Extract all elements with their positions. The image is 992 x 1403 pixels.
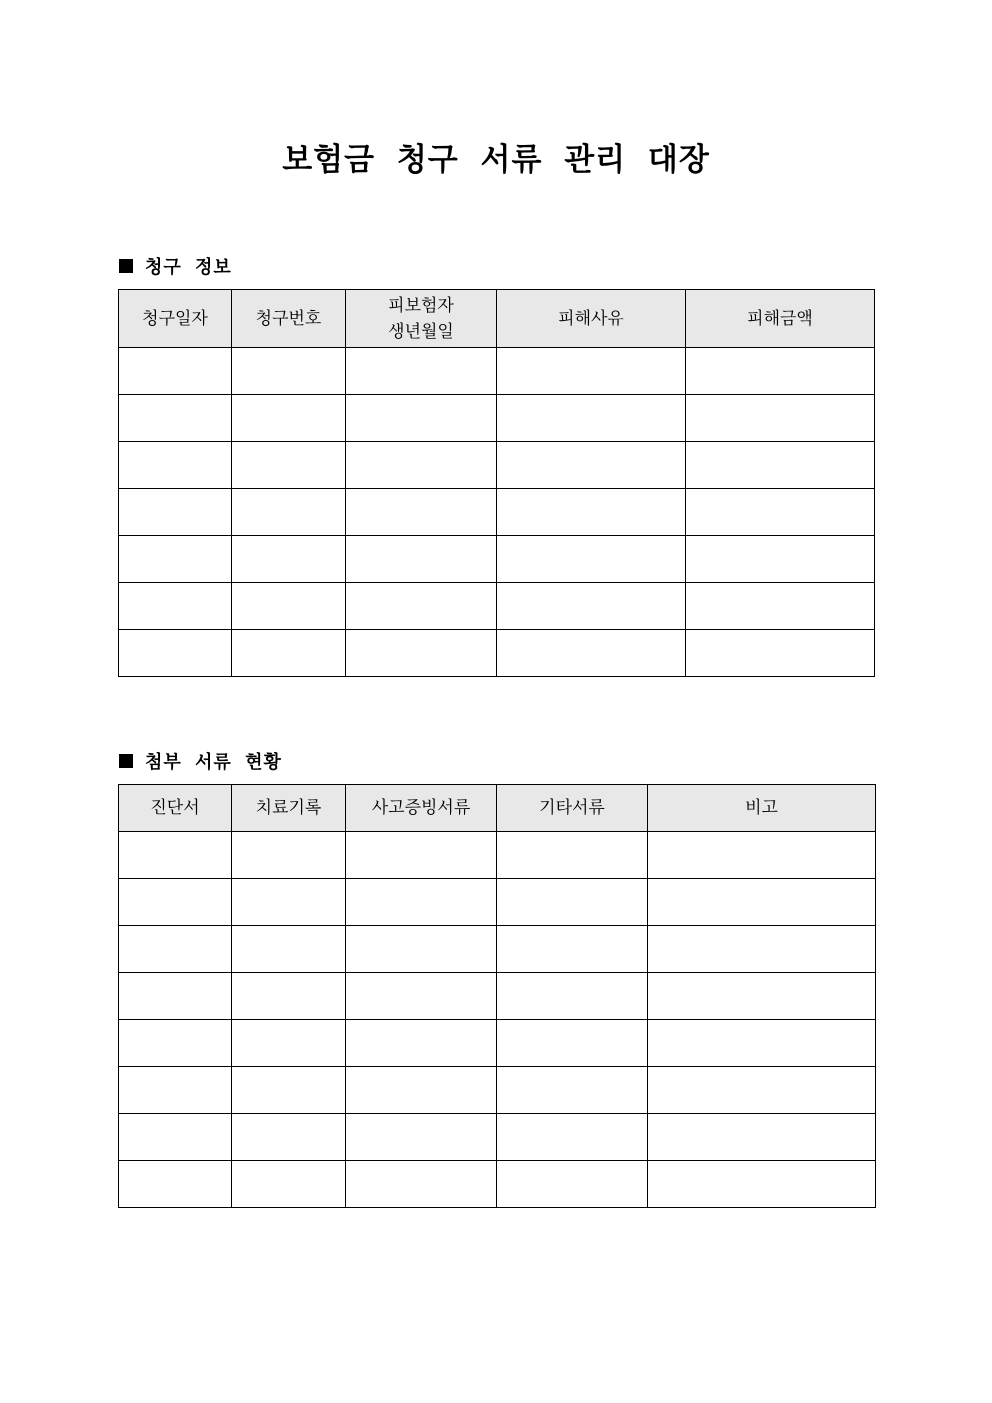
table-row [119,583,875,630]
table-cell[interactable] [119,489,232,536]
table-cell[interactable] [497,442,686,489]
table-cell[interactable] [119,630,232,677]
table-cell[interactable] [119,973,232,1020]
claim-info-heading-label: 청구 정보 [145,257,232,278]
table-row [119,926,876,973]
table-cell[interactable] [497,536,686,583]
insured-birthdate-header [346,290,497,348]
attachment-status-heading-label: 첨부 서류 현황 [145,752,282,773]
claim-table-body [119,348,875,677]
table-cell[interactable] [232,1020,346,1067]
attachment-table-body [119,832,876,1208]
insured-header-line2: 생년월일 [388,321,454,342]
table-cell[interactable] [232,926,346,973]
table-row [119,973,876,1020]
table-cell[interactable] [497,348,686,395]
table-row [119,489,875,536]
table-cell[interactable] [119,1067,232,1114]
table-row [119,1020,876,1067]
table-row [119,442,875,489]
table-row [119,1161,876,1208]
table-cell[interactable] [346,536,497,583]
table-cell[interactable] [648,1114,876,1161]
table-cell[interactable] [119,832,232,879]
attachment-status-heading [119,748,282,774]
table-cell[interactable] [346,1161,497,1208]
table-cell[interactable] [648,926,876,973]
table-cell[interactable] [346,1020,497,1067]
claim-info-table [118,289,875,677]
table-cell[interactable] [497,630,686,677]
table-cell[interactable] [497,1114,648,1161]
table-cell[interactable] [648,1067,876,1114]
table-cell[interactable] [119,583,232,630]
claim-table-header-row [119,290,875,348]
table-cell[interactable] [686,630,875,677]
table-cell[interactable] [648,1161,876,1208]
table-cell[interactable] [648,1020,876,1067]
table-cell[interactable] [232,536,346,583]
table-cell[interactable] [232,583,346,630]
table-cell[interactable] [346,832,497,879]
table-cell[interactable] [119,442,232,489]
table-cell[interactable] [346,879,497,926]
table-row [119,395,875,442]
table-cell[interactable] [497,973,648,1020]
damage-reason-header: 피해사유 [497,290,686,348]
table-cell[interactable] [497,583,686,630]
table-cell[interactable] [119,1114,232,1161]
table-cell[interactable] [232,1114,346,1161]
table-cell[interactable] [686,442,875,489]
table-cell[interactable] [346,395,497,442]
square-bullet-icon [119,754,133,768]
accident-proof-header: 사고증빙서류 [346,785,497,832]
claim-info-heading [119,253,232,279]
damage-amount-header: 피해금액 [686,290,875,348]
table-cell[interactable] [232,973,346,1020]
table-cell[interactable] [686,395,875,442]
table-cell[interactable] [686,348,875,395]
table-cell[interactable] [119,536,232,583]
insured-header-line1: 피보험자 [388,295,454,316]
table-row [119,630,875,677]
table-row [119,832,876,879]
table-row [119,1067,876,1114]
remarks-header: 비고 [648,785,876,832]
table-cell[interactable] [119,1161,232,1208]
table-cell[interactable] [346,583,497,630]
table-cell[interactable] [232,1067,346,1114]
table-cell[interactable] [232,489,346,536]
table-cell[interactable] [497,395,686,442]
table-cell[interactable] [119,926,232,973]
table-cell[interactable] [346,1067,497,1114]
table-cell[interactable] [232,832,346,879]
treatment-record-header: 치료기록 [232,785,346,832]
table-cell[interactable] [497,1020,648,1067]
table-cell[interactable] [346,489,497,536]
claim-number-header: 청구번호 [232,290,346,348]
table-cell[interactable] [648,973,876,1020]
table-cell[interactable] [346,442,497,489]
other-docs-header: 기타서류 [497,785,648,832]
table-cell[interactable] [232,1161,346,1208]
table-cell[interactable] [497,1067,648,1114]
page-title: 보험금 청구 서류 관리 대장 [282,142,710,178]
table-cell[interactable] [232,348,346,395]
square-bullet-icon [119,259,133,273]
table-cell[interactable] [497,489,686,536]
table-cell[interactable] [346,630,497,677]
table-cell[interactable] [686,489,875,536]
table-cell[interactable] [119,348,232,395]
table-row [119,1114,876,1161]
table-cell[interactable] [346,348,497,395]
table-cell[interactable] [119,395,232,442]
table-cell[interactable] [119,1020,232,1067]
table-cell[interactable] [497,1161,648,1208]
table-cell[interactable] [119,879,232,926]
table-cell[interactable] [232,395,346,442]
table-cell[interactable] [346,973,497,1020]
table-cell[interactable] [497,926,648,973]
attachment-table-header-row [119,785,876,832]
diagnosis-header: 진단서 [119,785,232,832]
claim-date-header: 청구일자 [119,290,232,348]
table-cell[interactable] [648,879,876,926]
table-cell[interactable] [648,832,876,879]
table-cell[interactable] [346,1114,497,1161]
table-cell[interactable] [232,879,346,926]
table-cell[interactable] [497,879,648,926]
table-row [119,348,875,395]
table-cell[interactable] [686,536,875,583]
table-cell[interactable] [232,630,346,677]
table-cell[interactable] [232,442,346,489]
table-row [119,536,875,583]
attachment-status-table [118,784,876,1208]
table-row [119,879,876,926]
table-cell[interactable] [497,832,648,879]
table-cell[interactable] [686,583,875,630]
table-cell[interactable] [346,926,497,973]
